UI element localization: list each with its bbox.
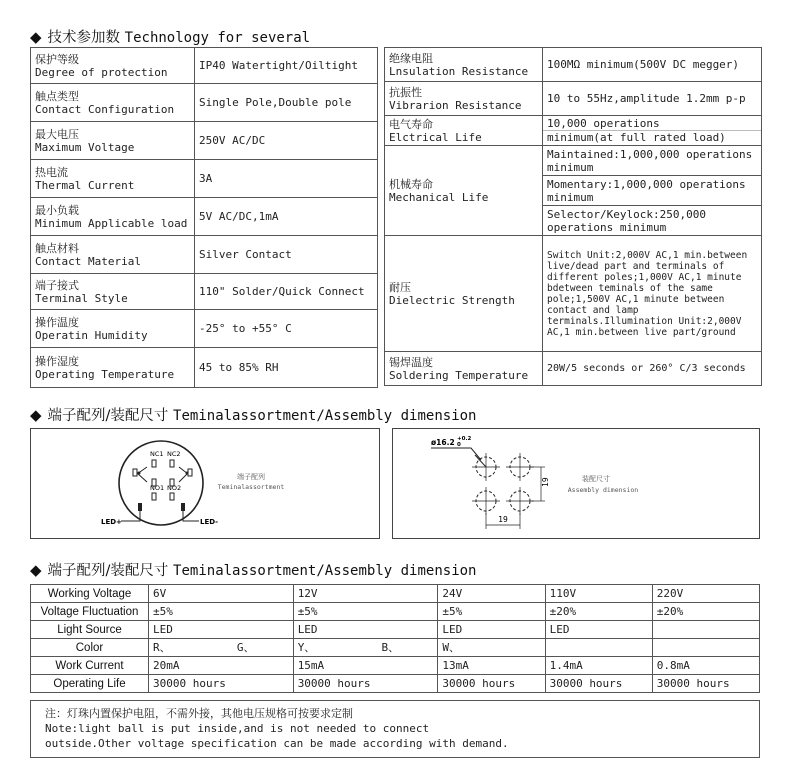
spec-value: 20W/5 seconds or 260° C/3 seconds [543, 352, 762, 386]
voltage-row-label: Light Source [31, 621, 149, 639]
spec-label-en: Maximum Voltage [35, 140, 135, 154]
spec-row [31, 198, 378, 236]
tech-heading-en: Technology for several [124, 30, 311, 46]
assembly-diagram-panel [392, 428, 760, 539]
voltage-cell: 15mA [293, 657, 438, 675]
voltage-row [31, 675, 760, 693]
spec-label-cn: 操作温度 [35, 315, 79, 329]
terminal-led-plus [138, 503, 142, 511]
spec-value: 100MΩ minimum(500V DC megger) [543, 48, 762, 82]
terminal-heading-cn: 端子配列/装配尺寸 [47, 408, 169, 424]
voltage-table [30, 584, 760, 693]
note-box [30, 700, 760, 758]
terminal-no1 [152, 493, 156, 500]
terminal-heading [30, 404, 476, 425]
voltage-row-label: Operating Life [31, 675, 149, 693]
dimension-v-label: 19 [541, 477, 550, 487]
diamond-icon: ◆ [30, 406, 42, 424]
voltage-row [31, 639, 760, 657]
spec-row [31, 236, 378, 274]
spec-label-en: Contact Material [35, 254, 141, 268]
voltage-cell: ±20% [652, 603, 759, 621]
note-en-line1: Note:light ball is put inside,and is not needed to connect [45, 722, 430, 735]
spec-label-en: Minimum Applicable load [35, 216, 188, 230]
terminal-nc1 [152, 460, 156, 467]
spec-label-en: Elctrical Life [389, 130, 482, 144]
spec-value: Maintained:1,000,000 operations minimum [543, 146, 762, 176]
voltage-cell: LED [293, 621, 438, 639]
tolerance-top-label: +0.2 [457, 436, 472, 442]
diameter-label: ø16.2 [431, 438, 455, 447]
spec-label-cn: 操作湿度 [35, 354, 79, 368]
dimension-h-label: 19 [498, 515, 508, 524]
voltage-cell: 24V [438, 585, 545, 603]
spec-row [31, 160, 378, 198]
voltage-cell: 30000 hours [545, 675, 652, 693]
spec-label-cn: 最小负载 [35, 203, 79, 217]
voltage-cell: 1.4mA [545, 657, 652, 675]
spec-row [31, 274, 378, 310]
spec-row-mechanical-1 [385, 146, 762, 176]
spec-label-cn: 电气寿命 [389, 117, 433, 131]
voltage-cell: R、 G、 [149, 639, 294, 657]
spec-label-cell [31, 84, 195, 122]
voltage-row [31, 603, 760, 621]
spec-label-en: Operatin Humidity [35, 328, 148, 342]
spec-row [31, 84, 378, 122]
voltage-cell: ±20% [545, 603, 652, 621]
voltage-row-label: Color [31, 639, 149, 657]
no2-label: NO2 [167, 484, 182, 492]
spec-label-cn: 耐压 [389, 280, 411, 294]
voltage-cell: 110V [545, 585, 652, 603]
spec-label-en: Operating Temperature [35, 367, 175, 381]
spec-value: 3A [195, 160, 378, 198]
voltage-cell: LED [545, 621, 652, 639]
voltage-cell: 0.8mA [652, 657, 759, 675]
voltage-row [31, 621, 760, 639]
spec-label-cell [31, 236, 195, 274]
terminal-diagram [31, 429, 379, 538]
spec-label-en: Degree of protection [35, 65, 168, 79]
terminal-heading-en: Teminalassortment/Assembly dimension [173, 408, 477, 424]
tolerance-bottom-label: 0 [457, 442, 461, 448]
tech-heading [30, 26, 310, 47]
note-en-line2: outside.Other voltage specification can be made according with demand. [45, 737, 509, 750]
spec-label-cell [31, 274, 195, 310]
diamond-icon: ◆ [30, 561, 42, 579]
spec-label-cell [31, 160, 195, 198]
spec-value: 10,000 operations [543, 117, 761, 131]
led-minus-label: LED- [200, 518, 219, 526]
spec-row-vibration [385, 82, 762, 116]
voltage-row-label: Voltage Fluctuation [31, 603, 149, 621]
spec-value: IP40 Watertight/Oiltight [195, 48, 378, 84]
voltage-cell: Y、 B、 [293, 639, 438, 657]
spec-value: Momentary:1,000,000 operations minimum [543, 176, 762, 206]
spec-label-en: Terminal Style [35, 291, 128, 305]
spec-label-cn: 锡焊温度 [389, 355, 433, 369]
spec-label-cell [31, 348, 195, 388]
voltage-heading [30, 559, 476, 580]
terminal-label-cn: 端子配列 [237, 473, 265, 481]
contact-dot-right [186, 472, 189, 475]
terminal-label-en: Teminalassortment [217, 483, 285, 491]
spec-row-dielectric [385, 236, 762, 352]
spec-label-cell [31, 198, 195, 236]
voltage-cell: 220V [652, 585, 759, 603]
assembly-diagram [393, 429, 759, 538]
spec-value: 110" Solder/Quick Connect [195, 274, 378, 310]
spec-row-insulation [385, 48, 762, 82]
spec-row [31, 310, 378, 348]
spec-label-cn: 最大电压 [35, 127, 79, 141]
voltage-cell: ±5% [149, 603, 294, 621]
terminal-c-left [133, 469, 137, 476]
diameter-leader [431, 448, 481, 460]
voltage-row-label: Working Voltage [31, 585, 149, 603]
voltage-cell: 30000 hours [438, 675, 545, 693]
voltage-cell: 13mA [438, 657, 545, 675]
spec-label-cn: 抗振性 [389, 85, 422, 99]
contact-lines [137, 467, 188, 482]
voltage-row [31, 585, 760, 603]
voltage-cell: 30000 hours [293, 675, 438, 693]
spec-label-cn: 热电流 [35, 165, 68, 179]
note-cn: 注：灯珠内置保护电阻，不需外接，其他电压规格可按要求定制 [45, 707, 353, 720]
spec-value: Single Pole,Double pole [195, 84, 378, 122]
assembly-label-en: Assembly dimension [567, 486, 639, 494]
led-plus-label: LED+ [101, 518, 122, 526]
spec-label-en: Thermal Current [35, 178, 135, 192]
spec-value: -25° to +55° C [195, 310, 378, 348]
spec-value: minimum(at full rated load) [547, 131, 726, 144]
terminal-diagram-panel [30, 428, 380, 539]
spec-label-en: Vibrarion Resistance [389, 98, 522, 112]
spec-label-cell [31, 122, 195, 160]
voltage-cell: 30000 hours [149, 675, 294, 693]
spec-label-cn: 触点材料 [35, 241, 79, 255]
terminal-nc2 [170, 460, 174, 467]
spec-label-cn: 机械寿命 [389, 177, 433, 191]
voltage-cell: ±5% [293, 603, 438, 621]
tech-heading-cn: 技术参加数 [47, 30, 121, 46]
nc2-label: NC2 [167, 450, 181, 458]
voltage-cell: W、 [438, 639, 545, 657]
voltage-cell [652, 639, 759, 657]
spec-label-cell [31, 48, 195, 84]
spec-label-cn: 端子接式 [35, 278, 79, 292]
spec-row [31, 348, 378, 388]
spec-label-en: Soldering Temperature [389, 368, 529, 382]
spec-label-cn: 触点类型 [35, 89, 79, 103]
voltage-cell: 20mA [149, 657, 294, 675]
assembly-label-cn: 装配尺寸 [582, 475, 610, 483]
no1-label: NO1 [150, 484, 165, 492]
spec-value: Switch Unit:2,000V AC,1 min.between live/dead part and terminals of different poles;1,000V AC,1 minute bdetween teminals of the same pole;1,500V AC,1 minute between contact and lamp terminals.Illumination Unit:2,000V AC,1 min.between live part/ground [543, 236, 762, 352]
voltage-cell: 12V [293, 585, 438, 603]
spec-label-cell [31, 310, 195, 348]
spec-label-en: Lnsulation Resistance [389, 64, 529, 78]
voltage-cell: ±5% [438, 603, 545, 621]
voltage-cell: 30000 hours [652, 675, 759, 693]
spec-label-en: Contact Configuration [35, 102, 175, 116]
voltage-cell [545, 639, 652, 657]
voltage-row [31, 657, 760, 675]
voltage-heading-en: Teminalassortment/Assembly dimension [173, 563, 477, 579]
spec-value: Silver Contact [195, 236, 378, 274]
spec-label-en: Mechanical Life [389, 190, 489, 204]
spec-label-cn: 保护等级 [35, 52, 79, 66]
spec-value: 10 to 55Hz,amplitude 1.2mm p-p [543, 82, 762, 116]
spec-table-left [30, 47, 378, 388]
spec-value: 250V AC/DC [195, 122, 378, 160]
terminal-c-right [188, 469, 192, 476]
spec-label-cn: 绝缘电阻 [389, 51, 433, 65]
nc1-label: NC1 [150, 450, 164, 458]
terminal-no2 [170, 493, 174, 500]
spec-row [31, 122, 378, 160]
spec-value: 5V AC/DC,1mA [195, 198, 378, 236]
voltage-cell: 6V [149, 585, 294, 603]
spec-row [31, 48, 378, 84]
spec-row-soldering [385, 352, 762, 386]
terminal-led-minus [181, 503, 185, 511]
spec-label-en: Dielectric Strength [389, 293, 515, 307]
spec-value: Selector/Keylock:250,000 operations minimum [543, 206, 762, 236]
voltage-row-label: Work Current [31, 657, 149, 675]
spec-row-electrical [385, 116, 762, 146]
voltage-cell: LED [149, 621, 294, 639]
spec-table-right [384, 47, 762, 386]
diamond-icon: ◆ [30, 28, 42, 46]
voltage-heading-cn: 端子配列/装配尺寸 [47, 563, 169, 579]
spec-value: 45 to 85% RH [195, 348, 378, 388]
voltage-cell [652, 621, 759, 639]
contact-dot-left [138, 472, 141, 475]
voltage-cell: LED [438, 621, 545, 639]
